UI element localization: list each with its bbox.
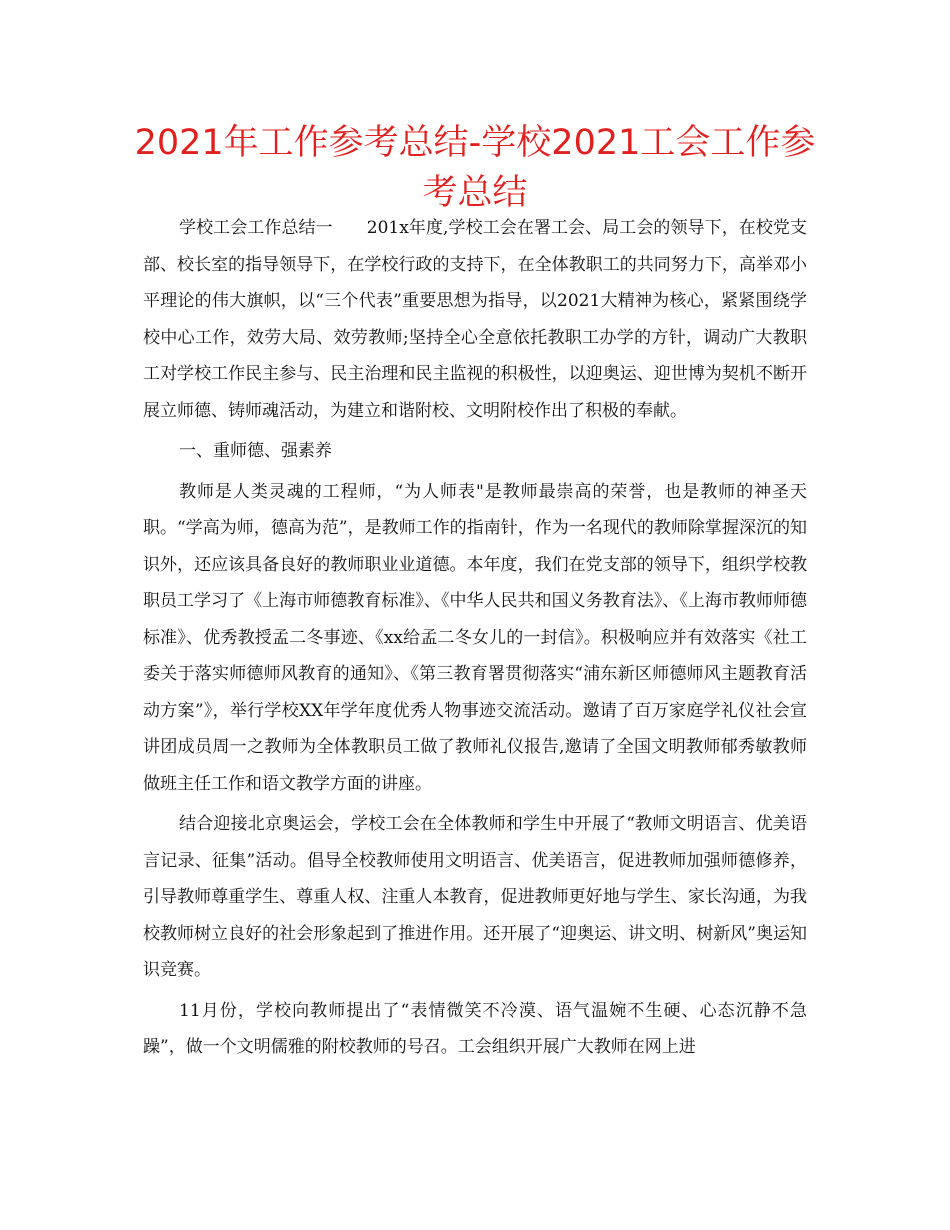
paragraph-teacher-ethics: 教师是人类灵魂的工程师，“为人师表"是教师最崇高的荣誉，也是教师的神圣天职。“学高为师，德高为范”，是教师工作的指南针，作为一名现代的教师除掌握深沉的知识外，还应该具备良好的教师职业业道德。本年度，我们在党支部的领导下，组织学校教职员工学习了《上海市师德教育标准》、《中华人民共和国义务教育法》、《上海市教师师德标准》、优秀教授孟二冬事迹、《xx给孟二冬女儿的一封信》。积极响应并有效落实《社工委关于落实师德师风教育的通知》、《第三教育署贯彻落实“浦东新区师德师风主题教育活动方案”》，举行学校XX年学年度优秀人物事迹交流活动。邀请了百万家庭学礼仪社会宣讲团成员周一之教师为全体教职员工做了教师礼仪报告,邀请了全国文明教师郁秀敏教师做班主任工作和语文教学方面的讲座。 bbox=[143, 481, 807, 794]
paragraph-intro: 学校工会工作总结一 201x年度,学校工会在署工会、局工会的领导下，在校党支部、校长室的指导领导下，在学校行政的支持下，在全体教职工的共同努力下，高举邓小平理论的伟大旗帜，以“三个代表”重要思想为指导，以2021大精神为核心，紧紧围绕学校中心工作，效劳大局、效劳教师;坚持全心全意依托教职工办学的方针，调动广大教职工对学校工作民主参与、民主治理和民主监视的积极性，以迎奥运、迎世博为契机不断开展立师德、铸师魂活动，为建立和谐附校、文明附校作出了积极的奉献。 bbox=[143, 218, 807, 421]
paragraph-olympics: 结合迎接北京奥运会，学校工会在全体教师和学生中开展了“教师文明语言、优美语言记录、征集”活动。倡导全校教师使用文明语言、优美语言，促进教师加强师德修养，引导教师尊重学生、尊重人权、注重人本教育，促进教师更好地与学生、家长沟通，为我校教师树立良好的社会形象起到了推进作用。还开展了“迎奥运、讲文明、树新风”奥运知识竞赛。 bbox=[143, 814, 807, 980]
document-title: 2021年工作参考总结-学校2021工会工作参考总结 bbox=[134, 123, 816, 213]
paragraph-november: 11月份，学校向教师提出了“表情微笑不冷漠、语气温婉不生硬、心态沉静不急躁”，做一个文明儒雅的附校教师的号召。工会组织开展广大教师在网上进 bbox=[143, 1000, 807, 1057]
document-body bbox=[143, 210, 807, 1066]
section-heading-1: 一、重师德、强素养 bbox=[179, 441, 332, 461]
